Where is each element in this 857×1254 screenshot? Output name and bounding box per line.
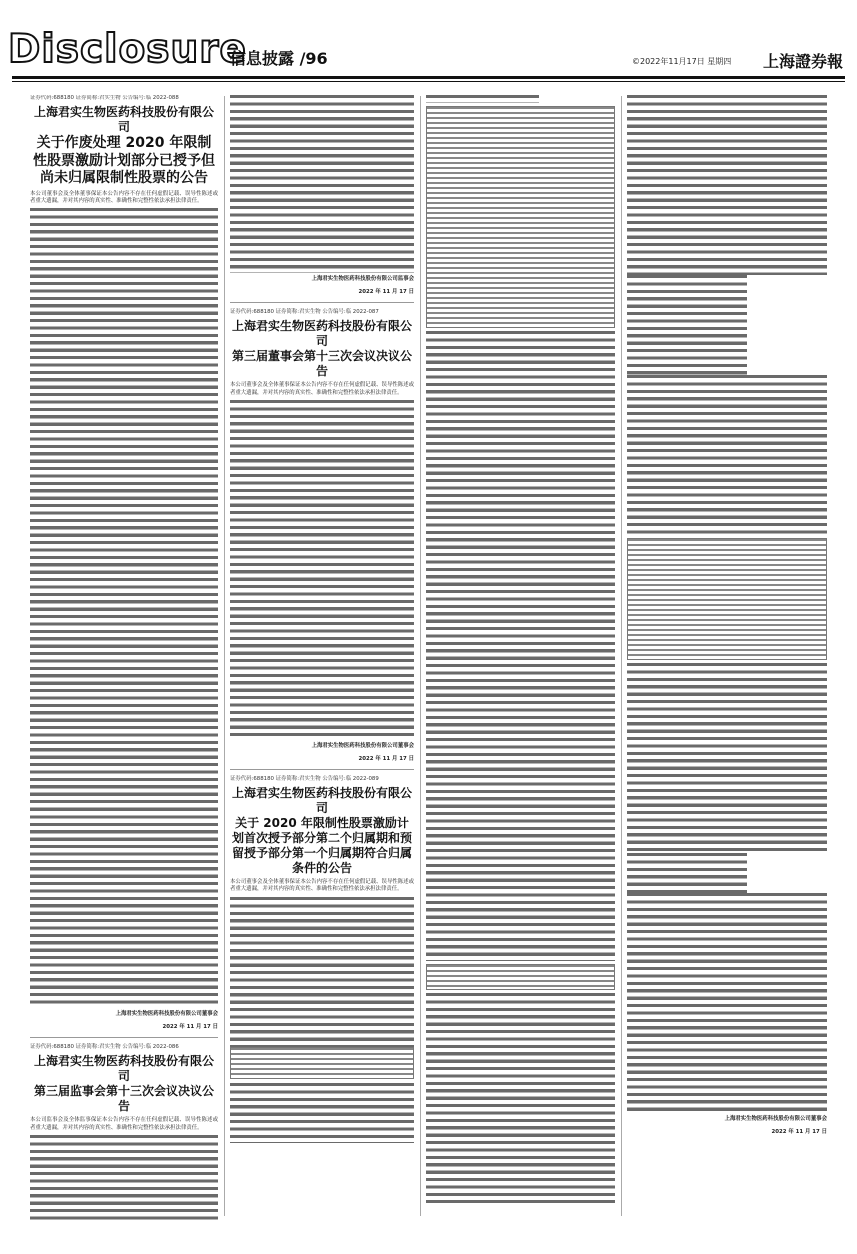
column-3 [426, 95, 615, 1220]
board-statement: 本公司董事会及全体董事保证本公告内容不存在任何虚假记载、误导性陈述或者重大遗漏，并对其内容的真实性、准确性和完整性依法承担法律责任。 [230, 879, 414, 893]
signature: 上海君实生物医药科技股份有限公司董事会 [311, 742, 414, 749]
column-1 [30, 95, 218, 1220]
body-text [426, 993, 615, 1203]
column-divider [621, 96, 622, 1216]
body-text [230, 897, 414, 1047]
body-text [230, 95, 414, 273]
announcement-title: 第三届董事会第十三次会议决议公告 [231, 349, 412, 379]
vesting-conditions-table [426, 106, 615, 328]
signature-date: 2022 年 11 月 17 日 [358, 756, 414, 763]
body-text [627, 275, 747, 375]
announcement-meta: 证券代码:688180 证券简称:君实生物 公告编号:临 2022-088 [30, 95, 179, 101]
data-table [426, 964, 615, 990]
announcement-meta: 证券代码:688180 证券简称:君实生物 公告编号:临 2022-087 [230, 309, 379, 316]
body-text [627, 95, 827, 275]
column-2 [230, 95, 414, 1220]
header-rule [12, 76, 845, 79]
data-table [230, 1047, 414, 1079]
body-text [627, 663, 827, 853]
section-title: 信息披露 /96 [230, 49, 328, 68]
signature: 上海君实生物医药科技股份有限公司董事会 [724, 1116, 827, 1122]
company-name: 上海君实生物医药科技股份有限公司 [33, 105, 214, 134]
announcement-title: 第三届监事会第十三次会议决议公告 [33, 1084, 214, 1114]
announcement-meta: 证券代码:688180 证券简称:君实生物 公告编号:临 2022-086 [30, 1044, 179, 1051]
announcement-title: 关于 2020 年限制性股票激励计划首次授予部分第二个归属期和预留授予部分第一个归属期符合归属条件的公告 [231, 816, 412, 876]
page-header [0, 0, 857, 86]
signature-date: 2022 年 11 月 17 日 [358, 289, 414, 296]
body-text [30, 1135, 218, 1220]
company-name: 上海君实生物医药科技股份有限公司 [231, 319, 412, 349]
signature-date: 2022 年 11 月 17 日 [771, 1129, 827, 1136]
signature-date: 2022 年 11 月 17 日 [162, 1024, 218, 1031]
article-divider [230, 769, 414, 770]
board-statement: 本公司监事会及全体监事保证本公告内容不存在任何虚假记载、误导性陈述或者重大遗漏，并对其内容的真实性、准确性和完整性依法承担法律责任。 [30, 1117, 218, 1131]
header-rule-thin [12, 81, 845, 82]
column-divider [420, 96, 421, 1216]
disclosure-logo: Disclosure [8, 27, 247, 72]
body-text [627, 375, 827, 535]
announcement-title: 关于作废处理 2020 年限制性股票激励计划部分已授予但尚未归属限制性股票的公告 [33, 135, 215, 186]
signature: 上海君实生物医药科技股份有限公司董事会 [115, 1010, 218, 1017]
column-divider [224, 96, 225, 1216]
newspaper-brand: 上海證券報 [763, 52, 844, 71]
body-text [426, 95, 539, 103]
board-statement: 本公司董事会及全体董事保证本公告内容不存在任何虚假记载、误导性陈述或者重大遗漏，并对其内容的真实性、准确性和完整性依法承担法律责任。 [30, 190, 218, 204]
article-divider [30, 1037, 218, 1038]
body-text [627, 853, 747, 893]
vesting-list-table [627, 538, 827, 660]
announcement-meta: 证券代码:688180 证券简称:君实生物 公告编号:临 2022-089 [230, 776, 379, 783]
body-text [627, 893, 827, 1113]
body-text [30, 808, 218, 1008]
body-text [426, 331, 615, 961]
body-text [230, 1083, 414, 1143]
issue-date: ©2022年11月17日 星期四 [632, 57, 732, 66]
signature: 上海君实生物医药科技股份有限公司监事会 [311, 276, 414, 282]
body-text [30, 208, 218, 808]
company-name: 上海君实生物医药科技股份有限公司 [231, 786, 412, 816]
body-text [230, 400, 414, 740]
article-divider [230, 302, 414, 303]
board-statement: 本公司董事会及全体董事保证本公告内容不存在任何虚假记载、误导性陈述或者重大遗漏，并对其内容的真实性、准确性和完整性依法承担法律责任。 [230, 382, 414, 396]
column-4 [627, 95, 827, 1220]
company-name: 上海君实生物医药科技股份有限公司 [33, 1054, 214, 1084]
